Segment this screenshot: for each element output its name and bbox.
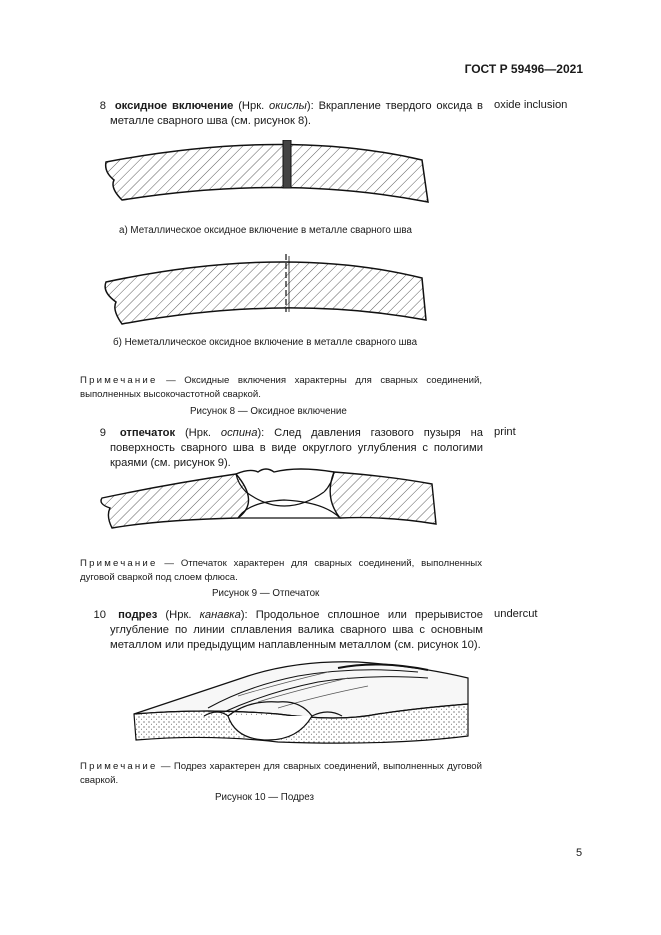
definition: ): Продольное сплошное или прерывистое углубление по линии сплавления валика сварного шва с основным металлом или предыдущим наплавленным металлом (см. рисунок 10).	[110, 609, 483, 651]
english-term: undercut	[494, 608, 538, 620]
term-entry-8	[99, 99, 483, 129]
figure-9-title: Рисунок 9 — Отпечаток	[212, 588, 320, 599]
definition: ): Вкрапление твердого оксида в металле сварного шва (см. рисунок 8).	[110, 100, 483, 127]
figure-8-note	[80, 374, 482, 402]
figure-8-title: Рисунок 8 — Оксидное включение	[190, 406, 347, 417]
figure-9-note	[80, 557, 482, 585]
definition: ): След давления газового пузыря на поверхность сварного шва в виде округлого углубления с пологими краями (см. рисунок 9).	[110, 427, 484, 469]
note-text: — Подрез характерен для сварных соединений, выполненных дуговой сваркой.	[80, 761, 482, 786]
base-metal-left	[101, 474, 249, 528]
figure-8a-drawing	[100, 140, 430, 212]
deprecated-term: канавка	[199, 609, 241, 621]
abbr-open: (Нрк.	[157, 609, 200, 621]
abbr-open: (Нрк.	[175, 427, 221, 439]
note-label: Примечание	[80, 761, 158, 772]
figure-9-drawing	[98, 462, 438, 534]
deprecated-term: окислы	[269, 100, 307, 112]
term-entry-10	[93, 608, 483, 653]
entry-number: 9	[99, 427, 106, 439]
weld-surface-with-print	[236, 469, 334, 474]
english-term: oxide inclusion	[494, 99, 568, 111]
note-label: Примечание	[80, 558, 158, 569]
weld-bead-root	[238, 500, 340, 518]
figure-8a-caption: а) Металлическое оксидное включение в металле сварного шва	[119, 225, 412, 236]
weld-section-hatched	[106, 144, 428, 202]
document-code: ГОСТ Р 59496—2021	[464, 62, 583, 76]
metallic-oxide-inclusion	[283, 140, 291, 188]
figure-10-title: Рисунок 10 — Подрез	[215, 792, 314, 803]
note-label: Примечание	[80, 375, 158, 386]
entry-number: 8	[99, 100, 106, 112]
deprecated-term: оспина	[220, 427, 258, 439]
term: отпечаток	[119, 427, 176, 439]
english-term: print	[494, 426, 516, 438]
figure-10-drawing	[128, 656, 474, 748]
base-metal-right	[330, 472, 436, 524]
weld-section-hatched	[105, 262, 426, 324]
fusion-line	[236, 472, 334, 492]
term: оксидное включение	[114, 100, 234, 112]
note-text: — Отпечаток характерен для сварных соединений, выполненных дуговой сваркой под слоем флюса.	[80, 558, 482, 583]
entry-number: 10	[93, 609, 106, 621]
page-number: 5	[576, 847, 583, 859]
figure-8b-drawing	[100, 254, 430, 330]
figure-10-note	[80, 760, 482, 788]
abbr-open: (Нрк.	[233, 100, 270, 112]
term: подрез	[118, 609, 158, 621]
figure-8b-caption: б) Неметаллическое оксидное включение в металле сварного шва	[113, 337, 418, 348]
note-text: — Оксидные включения характерны для сварных соединений, выполненных высокочастотной сваркой.	[80, 375, 482, 400]
